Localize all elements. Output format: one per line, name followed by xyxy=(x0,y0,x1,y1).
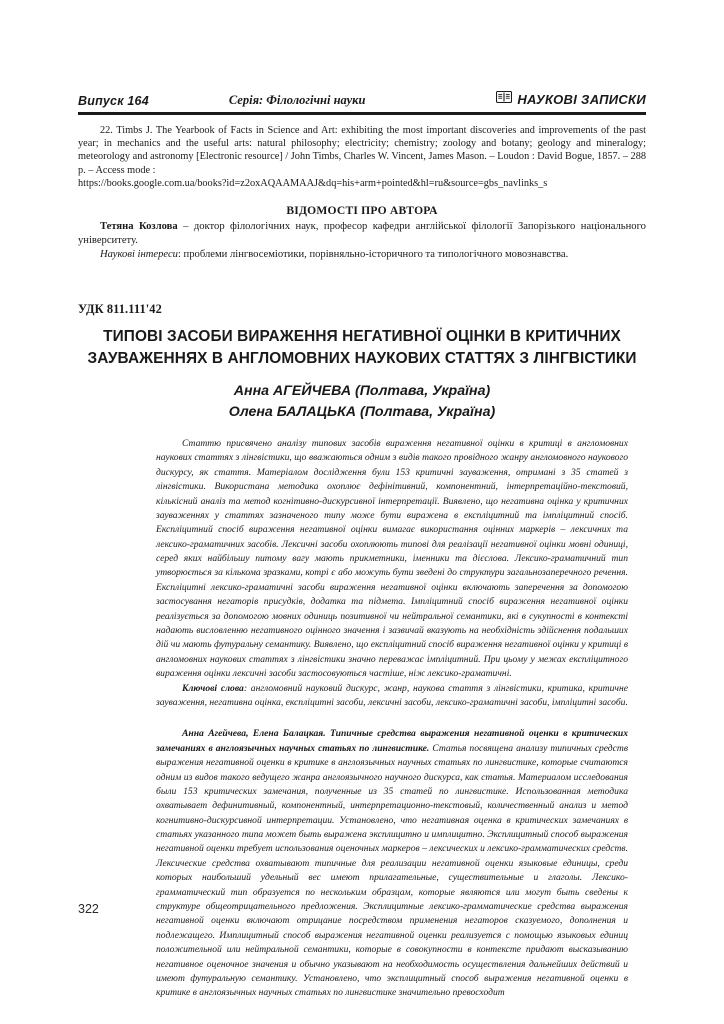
author-bio-paragraph xyxy=(78,220,646,248)
page-title: ТИПОВІ ЗАСОБИ ВИРАЖЕННЯ НЕГАТИВНОЇ ОЦІНКИ В КРИТИЧНИХ ЗАУВАЖЕННЯХ В АНГЛОМОВНИХ НАУКОВИХ СТАТТЯХ З ЛІНГВІСТИКИ xyxy=(87,328,637,368)
interests-value: : проблеми лінгвосеміотики, порівняльно-історичного та типологічного мовознавства. xyxy=(177,249,569,261)
running-head xyxy=(78,86,646,108)
reference-url: https://books.google.com.ua/books?id=z2oxAQAAMAAJ&dq=his+arm+pointed&hl=ru&source=gbs_navlinks_s xyxy=(78,177,548,189)
abstract-ru-paragraph xyxy=(156,727,628,1000)
keywords-ua-label: Ключові слова xyxy=(182,682,244,694)
udc-code: УДК 811.111'42 xyxy=(78,302,162,317)
abstract-ru-body: Статья посвящена анализу типичных средств выражения негативной оценки в критике в англоязычных научных статьях по лингвистике, которые считаются одним из видов такого ведущего жанра англоязычного научного дискурса, как статья. Материалом исследования были 153 критических замечания, полученные из 35 статей по лингвистике. Использованная методика охватывает дефинитивный, компонентный, интерпретационно-текстовый, количественный анализ и метод когнитивно-дискурсивной интерпретации. Установлено, что негативная оценка в критических замечаниях в статьях указанного типа может быть выражена эксплицитно и имплицитно. Эксплицитный способ выражения негативной оценки требует использования оценочных маркеров – лексических и лексико-грамматических средств. Лексические средства охватывают типичные для реализации негативной оценки языковые единицы, среди которых наибольший удельный вес имеют прилагательные, существительные и глаголы. Лексико-грамматический тип образуется по нескольким образцам, которые являются или могут быть сведены к структуре общеотрицательного предложения. Эксплицитные лексико-грамматические средства выражения негативной оценки включают отрицание посредством применения негаторов сказуемого, дополнения и подлежащего. Имплицитный способ выражения негативной оценки реализуется с помощью языковых единиц положительной или нейтральной семантики, которые в совокупности в контексте придают высказыванию негативное оценочное значения и обычно указывают на необходимость осуществления дальнейших действий и имеют футуральную семантику. Установлено, что эксплицитный способ выражения негативной оценки в критике в англоязычных научных статьях по лингвистике значительно превосходит xyxy=(156,742,628,999)
author-info-heading: ВІДОМОСТІ ПРО АВТОРА xyxy=(286,203,438,217)
author-interests-paragraph xyxy=(78,248,646,262)
author-name: Тетяна Козлова xyxy=(100,220,178,232)
author-line-2: Олена БАЛАЦЬКА (Полтава, Україна) xyxy=(228,403,496,420)
reference-item: 22. Timbs J. The Yearbook of Facts in Science and Art: exhibiting the most important discoveries and improvements of the past year; in mechanics and the useful arts: natural philosophy; electricity; chemistry; zoology and botany; geology and mineralogy; meteorology and astronomy [Electronic resource] / John Timbs, Charles W. Vincent, James Mason. – Loudon : David Bogue, 1857. – 288 p. – Access mode : xyxy=(78,125,646,176)
abstract-russian xyxy=(156,727,628,1000)
journal-mark xyxy=(496,90,646,108)
article-authors xyxy=(78,381,646,423)
journal-title: НАУКОВІ ЗАПИСКИ xyxy=(517,91,646,107)
header-divider xyxy=(78,112,646,115)
author-line-1: Анна АГЕЙЧЕВА (Полтава, Україна) xyxy=(233,382,491,399)
abstract-ukrainian xyxy=(156,437,628,710)
abstract-ua-body: Статтю присвячено аналізу типових засобів вираження негативної оцінки в критиці в англомовних наукових статтях з лінгвістики, що вважаються одним з видів такого провідного жанру англомовного наукового дискурсу, як стаття. Матеріалом дослідження були 153 критичні зауваження, отримані з 35 статей з лінгвістики. Використана методика охоплює дефінітивний, компонентний, інтерпретаційно-текстовий, кількісний аналіз та метод когнітивно-дискурсивної інтерпретації. Виявлено, що негативна оцінка у критичних зауваженнях у статтях зазначеного типу може бути виражена в експліцитний та імпліцитний спосіб. Експліцитний спосіб вираження негативної оцінки вимагає використання оцінних маркерів – лексичних та лексико-граматичних засобів. Лексичні засоби охоплюють типові для реалізації негативної оцінки мовні одиниці, серед яких найбільшу питому вагу мають прикметники, іменники та дієслова. Лексико-граматичний тип утворюється за кількома зразками, котрі є або можуть бути зведені до структури загальнозаперечного речення. Експліцитні лексико-граматичні засоби вираження негативної оцінки включають заперечення за допомогою застосування негаторів присудків, додатка та підмета. Імпліцитний спосіб вираження негативної оцінки реалізується за допомогою мовних одиниць позитивної чи нейтральної семантики, які в сукупності в контексті надають висловленню негативного оцінного значення і зазвичай вказують на необхідність здійснення подальших дій чи мають футуральну семантику. Виявлено, що експліцитний спосіб вираження негативної оцінки у критиці в англомовних наукових статтях з лінгвістики значно переважає імпліцитний. При цьому у межах експліцитного вираження оцінки лексичні засоби застосовуються частіше, ніж лексико-граматичні. xyxy=(156,437,628,680)
interests-label: Наукові інтереси xyxy=(100,249,178,261)
page-number: 322 xyxy=(78,902,99,916)
keywords-ua-value: : англомовний науковий дискурс, жанр, наукова стаття з лінгвістики, критика, критичне зауваження, негативна оцінка, експліцитні засоби, лексичні засоби, лексико-граматичні засоби, імпліцитні засоби. xyxy=(156,682,628,708)
author-bio: – доктор філологічних наук, професор кафедри англійської філології Запорізького національного університету. xyxy=(78,220,646,246)
open-book-icon xyxy=(496,90,512,108)
abstract-ru-lead: Анна Агейчева, Елена Балацкая. Типичные средства выражения негативной оценки в критических замечаниях в англоязычных научных статьях по лингвистике. xyxy=(156,728,628,754)
keywords-ua xyxy=(156,682,628,711)
series-label: Серія: Філологічні науки xyxy=(228,93,366,107)
reference-list xyxy=(78,124,646,190)
issue-number: Випуск 164 xyxy=(78,94,149,108)
author-info-block xyxy=(78,220,646,262)
